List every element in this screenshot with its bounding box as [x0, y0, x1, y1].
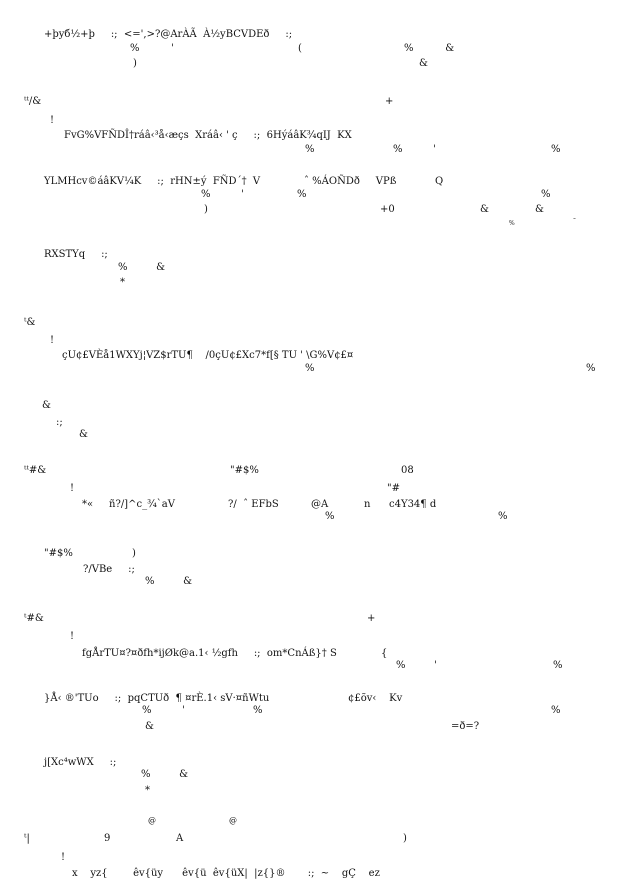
glyph: n	[364, 499, 371, 510]
section-marker: ᵗ&	[24, 317, 36, 328]
glyph: %	[253, 705, 263, 716]
glyph: Q	[435, 176, 444, 187]
glyph: :;	[56, 417, 63, 428]
glyph: )	[133, 58, 137, 69]
header-text-line: +þyб½+þ :; <=',>?@ArÀÃ À½yBCVDEð :;	[44, 29, 293, 40]
glyph: '	[241, 189, 244, 200]
text-line: "#$%	[44, 548, 73, 559]
glyph: =ð=?	[451, 721, 480, 732]
glyph: @	[229, 816, 237, 825]
glyph: %	[305, 144, 315, 155]
glyph: %	[498, 511, 508, 522]
glyph: *	[145, 785, 150, 796]
glyph: &	[42, 400, 51, 411]
glyph: % &	[145, 576, 193, 587]
text-line: YLMHcv©áâKV¼K :; rHN±ý FÑD´† V	[44, 176, 261, 187]
text-line: j[Xc⁴wWX :;	[44, 757, 117, 768]
glyph: )	[403, 833, 407, 844]
glyph: &	[79, 429, 88, 440]
glyph: A	[176, 833, 184, 844]
glyph: "#$%	[230, 465, 259, 476]
text-line: ?/ ˆ EFbS	[228, 499, 279, 510]
glyph: %	[142, 705, 152, 716]
glyph: 08	[401, 465, 414, 476]
glyph: %	[509, 220, 515, 227]
glyph: &	[480, 204, 489, 215]
glyph: !	[61, 852, 66, 863]
glyph: %	[201, 189, 211, 200]
glyph: %	[297, 189, 307, 200]
glyph: % &	[141, 769, 189, 780]
glyph: @	[148, 816, 156, 825]
glyph: %	[551, 144, 561, 155]
glyph: !	[50, 115, 55, 126]
glyph: +	[367, 613, 376, 624]
text-line: ˆ %ÁOÑDð VPß	[304, 176, 397, 187]
glyph: '	[433, 144, 436, 155]
glyph: 9	[104, 833, 111, 844]
glyph: +0	[380, 204, 395, 215]
text-line: çU¢£VÈå1WXYj¦VZ$rTU¶ /0çU¢£Xc7*f[§ TU ' \G%V¢£¤	[62, 350, 354, 361]
glyph: '	[182, 705, 185, 716]
glyph: &	[145, 721, 154, 732]
glyph: % '	[130, 43, 175, 54]
glyph: &	[419, 58, 428, 69]
glyph: @A	[311, 499, 329, 510]
glyph: %	[541, 189, 551, 200]
glyph: !	[70, 483, 75, 494]
glyph: &	[535, 204, 544, 215]
glyph: %	[553, 660, 563, 671]
glyph: +	[385, 96, 394, 107]
glyph: %	[396, 660, 406, 671]
glyph: %	[325, 511, 335, 522]
section-marker: ᵗ|	[24, 833, 30, 844]
glyph: )	[204, 204, 208, 215]
section-marker: ᵗᵗ#&	[24, 465, 47, 476]
glyph: (	[298, 43, 302, 54]
text-line: RXSTYq :;	[44, 249, 108, 260]
section-marker: ᵗᵗ/&	[24, 96, 42, 107]
glyph: {	[381, 648, 388, 659]
glyph: )	[132, 548, 136, 559]
text-line: x yz{ êv{üy êv{ü êv{üX| |z{}® :; ~ gÇ ez	[72, 868, 380, 879]
glyph: '	[434, 660, 437, 671]
glyph: % &	[404, 43, 455, 54]
glyph: %	[551, 705, 561, 716]
glyph: %	[586, 363, 596, 374]
text-line: }Å‹ ®'TUo :; pqCTUð ¶ ¤rÈ.1‹ sV·¤ñWtu	[44, 693, 270, 704]
text-line: fgÅrTU¤?¤ðfh*ijØk@a.1‹ ½gfh :; om*CnÁß}† S	[82, 648, 337, 659]
section-marker: ᵗ#&	[24, 613, 44, 624]
text-line: ¢£õv‹ Kv	[348, 693, 403, 704]
glyph: "#	[387, 483, 400, 494]
text-line: c4Y34¶ d	[389, 499, 437, 510]
glyph: !	[50, 335, 55, 346]
text-line: FvG%VFÑDÎ†ráâ‹³å‹æçs Xráâ‹ ' ç :; 6HýáâK¾qIJ KX	[64, 130, 352, 141]
glyph: !	[70, 631, 75, 642]
glyph: %	[305, 363, 315, 374]
glyph: % &	[118, 262, 166, 273]
text-line: ?/VBe :;	[83, 564, 135, 575]
glyph: *	[120, 277, 125, 288]
text-line: *« ñ?/]^c_¾`aV	[82, 499, 175, 510]
glyph: ˜	[573, 218, 576, 225]
glyph: %	[393, 144, 403, 155]
